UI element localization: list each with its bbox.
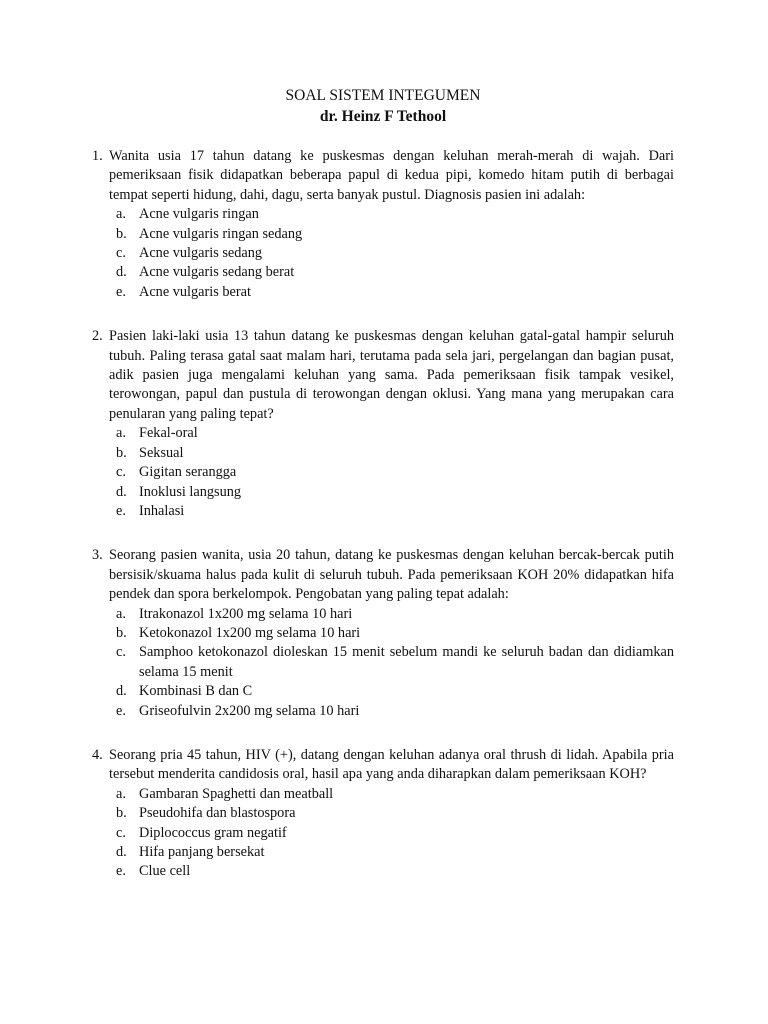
option-item [116,804,674,823]
option-text: Diplococcus gram negatif [139,824,287,841]
option-item [116,785,674,804]
option-letter: e. [116,702,126,719]
option-letter: c. [116,824,126,841]
option-list [109,205,674,302]
question-text: Seorang pasien wanita, usia 20 tahun, datang ke puskesmas dengan keluhan bercak-bercak putih bersisik/skuama halus pada kulit di seluruh tubuh. Pada pemeriksaan KOH 20% didapatkan hifa pendek dan spora berkelompok. Pengobatan yang paling tepat adalah: [109,547,674,603]
option-item [116,463,674,482]
option-text: Griseofulvin 2x200 mg selama 10 hari [139,702,360,719]
option-item [116,682,674,701]
option-letter: b. [116,624,127,641]
option-item [116,624,674,643]
option-letter: e. [116,283,126,300]
question-number: 4. [92,746,103,763]
question-list [92,147,674,882]
option-item [116,702,674,721]
option-item [116,502,674,521]
option-text: Acne vulgaris sedang [139,245,263,262]
option-letter: c. [116,644,126,661]
option-text: Itrakonazol 1x200 mg selama 10 hari [139,605,353,622]
option-text: Kombinasi B dan C [139,683,253,700]
option-text: Acne vulgaris ringan sedang [139,225,303,242]
option-item [116,244,674,263]
option-item [116,862,674,881]
question-text: Seorang pria 45 tahun, HIV (+), datang dengan keluhan adanya oral thrush di lidah. Apabila pria tersebut menderita candidosis oral, hasil apa yang anda diharapkan dalam pemeriksaan KOH? [109,746,674,783]
option-item [116,424,674,443]
option-text: Gambaran Spaghetti dan meatball [139,785,334,802]
option-item [116,643,674,682]
option-item [116,843,674,862]
option-letter: a. [116,425,126,442]
option-text: Inhalasi [139,502,185,519]
option-item [116,824,674,843]
question-2 [92,327,674,521]
option-letter: e. [116,863,126,880]
question-text: Wanita usia 17 tahun datang ke puskesmas dengan keluhan merah-merah di wajah. Dari pemeriksaan fisik didapatkan beberapa papul di kedua pipi, komedo hitam putih di berbagai tempat seperti hidung, dahi, dagu, serta banyak pustul. Diagnosis pasien ini adalah: [109,148,674,203]
option-text: Inoklusi langsung [139,483,242,500]
document-title: SOAL SISTEM INTEGUMEN [285,87,481,104]
option-item [116,605,674,624]
option-text: Fekal-oral [139,425,198,442]
option-letter: b. [116,225,127,242]
option-letter: b. [116,444,127,461]
option-text: Clue cell [139,863,191,880]
option-item [116,283,674,302]
option-letter: b. [116,805,127,822]
option-text: Samphoo ketokonazol dioleskan 15 menit sebelum mandi ke seluruh badan dan didiamkan selama 15 menit [139,644,674,680]
option-text: Acne vulgaris berat [139,283,251,300]
option-text: Acne vulgaris sedang berat [139,264,295,281]
option-text: Hifa panjang bersekat [139,844,265,860]
option-item [116,263,674,282]
option-text: Pseudohifa dan blastospora [139,805,296,822]
document-author: dr. Heinz F Tethool [319,108,447,125]
option-list [109,785,674,882]
option-letter: d. [116,844,127,860]
option-item [116,483,674,502]
option-text: Gigitan serangga [139,464,237,481]
question-1 [92,147,674,302]
option-item [116,444,674,463]
option-list [109,424,674,521]
option-item [116,225,674,244]
option-letter: c. [116,245,126,262]
option-item [116,205,674,224]
option-letter: a. [116,206,126,223]
option-letter: a. [116,785,126,802]
option-letter: d. [116,683,127,700]
option-text: Seksual [139,444,184,461]
option-letter: d. [116,264,127,281]
option-letter: d. [116,483,127,500]
question-3 [92,546,674,721]
option-letter: c. [116,464,126,481]
option-letter: a. [116,605,126,622]
question-4 [92,746,674,882]
option-letter: e. [116,502,126,519]
question-number: 2. [92,328,103,345]
question-number: 3. [92,547,103,564]
question-number: 1. [92,148,103,164]
option-text: Ketokonazol 1x200 mg selama 10 hari [139,624,361,641]
option-list [109,605,674,721]
option-text: Acne vulgaris ringan [139,206,259,223]
question-text: Pasien laki-laki usia 13 tahun datang ke puskesmas dengan keluhan gatal-gatal hampir seluruh tubuh. Paling terasa gatal saat malam hari, terutama pada sela jari, pergelangan dan bagian pusat, adik pasien juga mengalami keluhan yang sama. Pada pemeriksaan fisik tampak vesikel, terowongan, papul dan pustula di terowongan dengan oklusi. Yang mana yang merupakan cara penularan yang paling tepat? [109,328,674,422]
